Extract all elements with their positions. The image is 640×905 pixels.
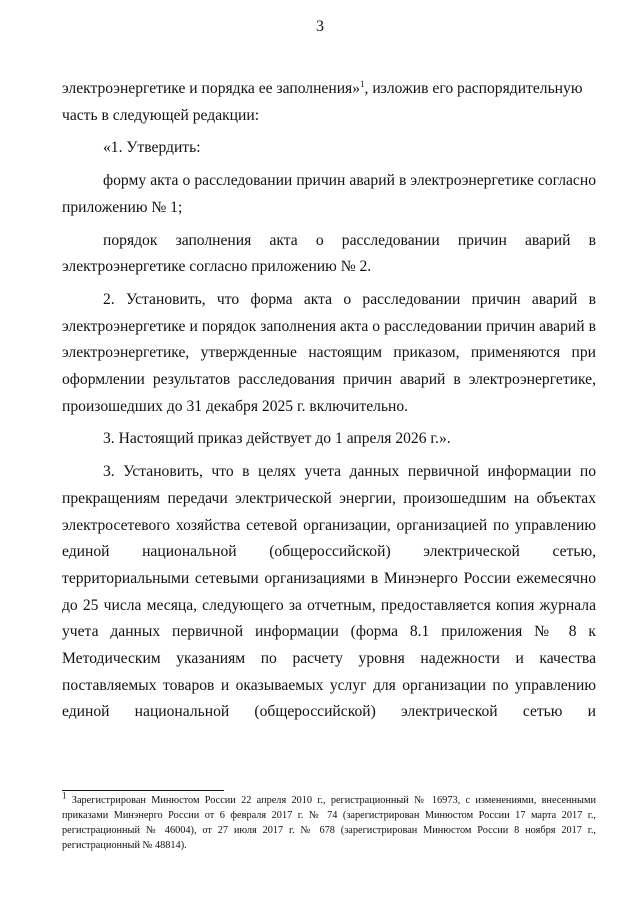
paragraph-continuation-line-1 — [62, 76, 596, 103]
document-body — [62, 76, 596, 726]
footnote-text: Зарегистрирован Минюстом России 22 апреля 2010 г., регистрационный № 16973, с изменениями, внесенными приказами Минэнерго России от 6 февраля 2017 г. № 74 (зарегистрирован Минюстом России 17 марта 2017 г., регистрационный № 46004), от 27 июля 2017 г. № 678 (зарегистрирован Минюстом России 8 ноября 2017 г., регистрационный № 48814). — [62, 795, 596, 851]
paragraph-fill-order: порядок заполнения акта о расследовании причин аварий в электроэнергетике согласно приложению № 2. — [62, 231, 596, 276]
footnote-marker: 1 — [62, 790, 67, 801]
footnote-separator — [62, 790, 224, 791]
footnote-ref: 1 — [360, 78, 365, 89]
paragraph-continuation-line-2: часть в следующей редакции: — [62, 106, 260, 124]
paragraph-item-3-establish: 3. Установить, что в целях учета данных первичной информации по прекращениям передачи электрической энергии, произошедшим на объектах электросетевого хозяйства сетевой организации, организацией по управлению единой национальной (общероссийской) электрической сетью, территориальными сетевыми организациями в Минэнерго России ежемесячно до 25 числа месяца, следующего за отчетным, предоставляется копия журнала учета данных первичной информации (форма 8.1 приложения № 8 к Методическим указаниям по расчету уровня надежности и качества поставляемых товаров и оказываемых услуг для организации по управлению единой национальной (общероссийской) электрической сетью и — [62, 463, 596, 721]
paragraph-form-act: форму акта о расследовании причин аварий в электроэнергетике согласно приложению № 1; — [62, 172, 596, 216]
paragraph-item-3-validity: 3. Настоящий приказ действует до 1 апреля 2026 г.». — [103, 430, 451, 448]
footnote — [62, 790, 596, 853]
paragraph-approve: «1. Утвердить: — [103, 139, 201, 157]
page-number: 3 — [316, 18, 324, 35]
paragraph-item-2: 2. Установить, что форма акта о расследовании причин аварий в электроэнергетике и порядок заполнения акта о расследовании причин аварий в электроэнергетике, утвержденные настоящим приказом, применяются при оформлении результатов расследования причин аварий в электроэнергетике, произошедших до 31 декабря 2025 г. включительно. — [62, 290, 596, 415]
paragraph-text: электроэнергетике и порядка ее заполнения» — [62, 80, 361, 97]
paragraph-text-tail: , изложив его распорядительную — [364, 80, 583, 97]
